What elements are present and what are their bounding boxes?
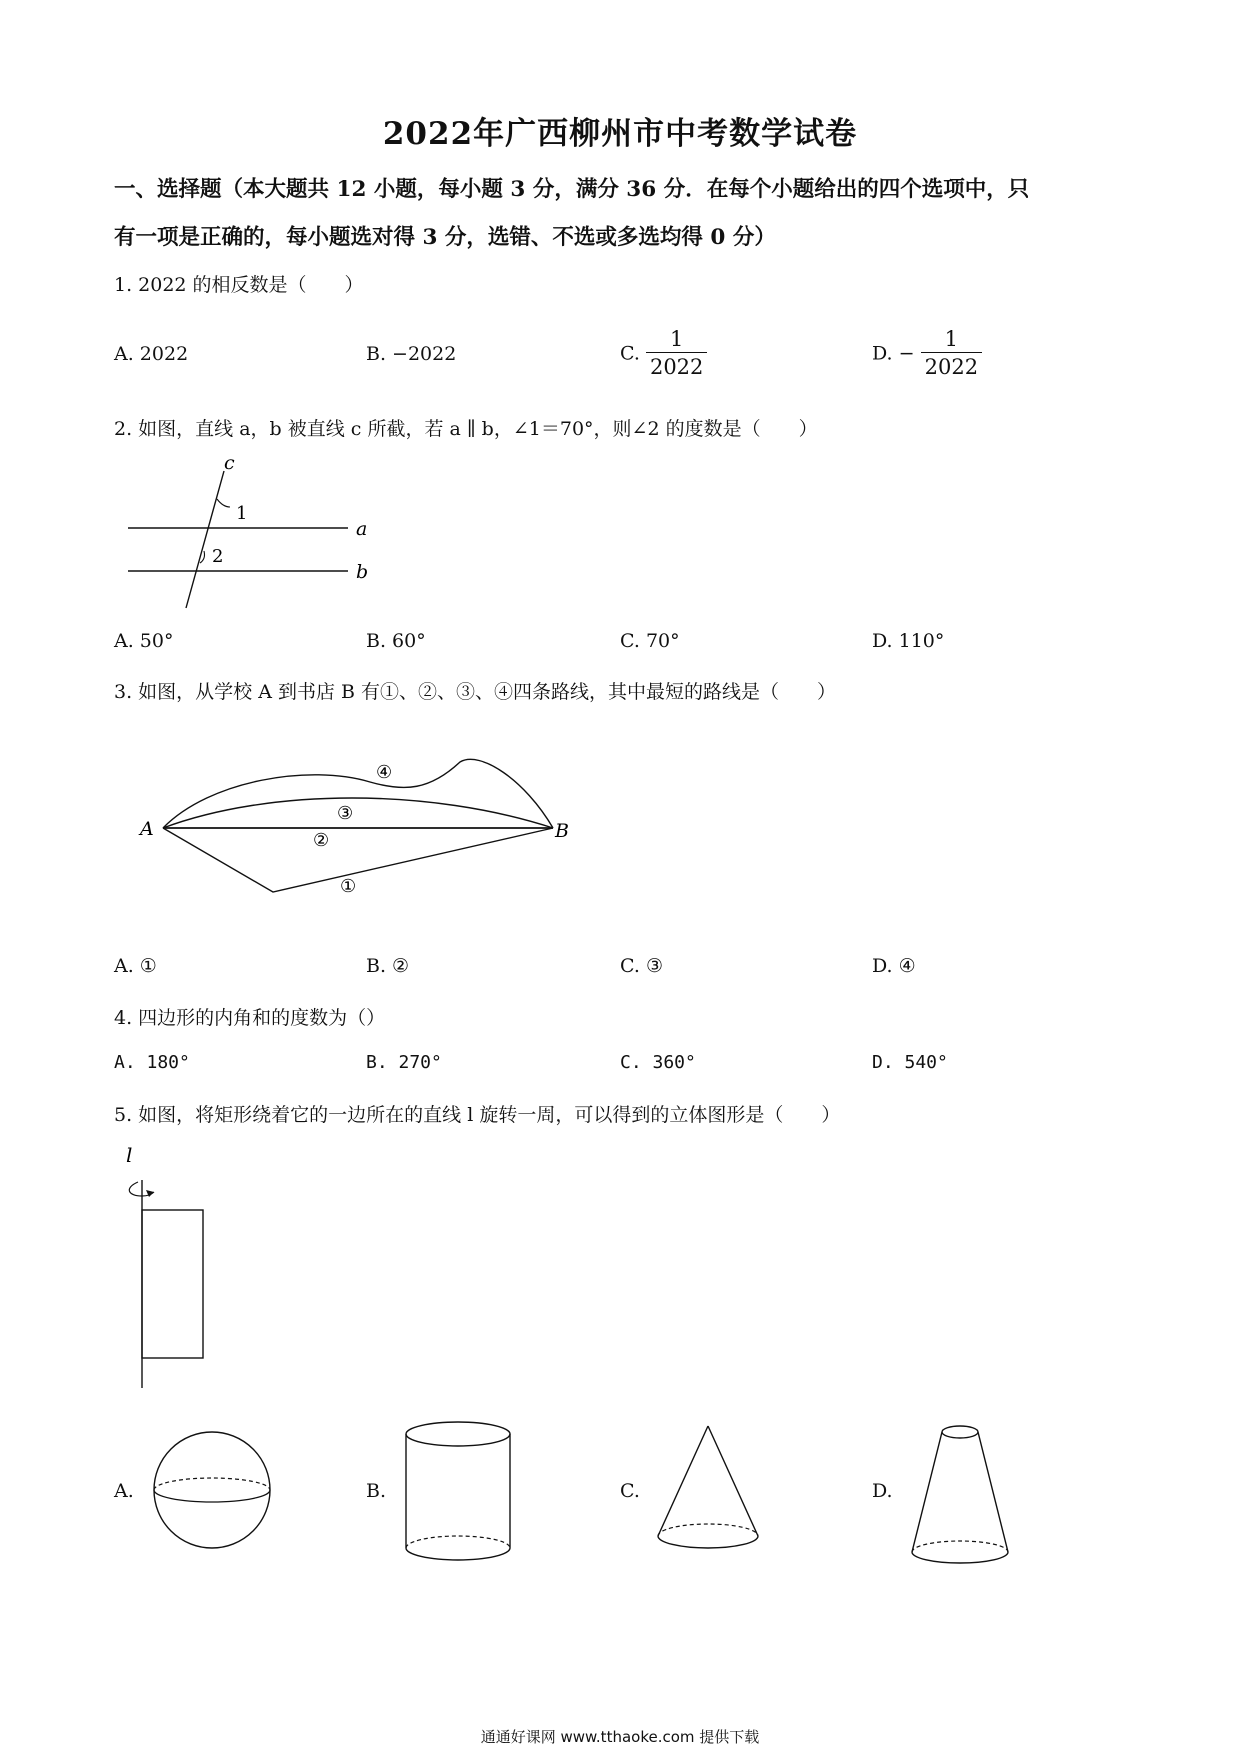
- cone-base-back: [658, 1524, 758, 1536]
- label-point-a: A: [140, 818, 154, 840]
- q1-option-c-numerator: 1: [669, 327, 684, 351]
- q1-option-c: [620, 326, 707, 381]
- q4-option-a: A. 180°: [114, 1052, 190, 1073]
- sphere-figure: [150, 1425, 280, 1555]
- route-1: [163, 828, 553, 892]
- label-c: c: [224, 452, 235, 474]
- page-title: 2022年广西柳州市中考数学试卷: [382, 116, 858, 152]
- sphere-outline: [154, 1432, 270, 1548]
- q3-stem: 3. 如图，从学校 A 到书店 B 有①、②、③、④四条路线，其中最短的路线是（ ）: [114, 681, 837, 703]
- q3-option-a: A. ①: [114, 955, 157, 977]
- route-4: [163, 759, 553, 828]
- cone-left-side: [658, 1426, 708, 1536]
- label-axis-l: l: [126, 1143, 133, 1167]
- q2-parallel-lines-figure: [120, 452, 380, 615]
- q1-option-d-denominator: 2022: [921, 352, 982, 381]
- frustum-base-back: [912, 1541, 1008, 1552]
- label-route-2: ②: [313, 830, 330, 851]
- page-footer: 通通好课网 www.tthaoke.com 提供下载: [480, 1728, 760, 1746]
- section-heading: [114, 166, 1124, 262]
- label-a: a: [356, 518, 368, 540]
- cylinder-top: [406, 1422, 510, 1446]
- q1-option-a: A. 2022: [114, 343, 189, 365]
- route-3: [163, 798, 553, 828]
- cylinder-figure: [400, 1420, 520, 1565]
- q1-option-c-label: C.: [620, 342, 640, 365]
- frustum-figure: [908, 1420, 1028, 1570]
- q3-option-d: D. ④: [872, 955, 916, 977]
- label-angle-1: 1: [236, 503, 248, 524]
- section-heading-line2: 有一项是正确的，每小题选对得 3 分，选错、不选或多选均得 0 分）: [114, 225, 776, 250]
- q2-stem: 2. 如图，直线 a，b 被直线 c 所截，若 a ∥ b，∠1＝70°，则∠2 的度数是（ ）: [114, 418, 818, 440]
- q5-option-a: A.: [114, 1480, 134, 1502]
- label-route-1: ①: [340, 876, 357, 897]
- q2-option-a: A. 50°: [114, 630, 174, 652]
- sphere-equator-back: [154, 1478, 270, 1490]
- section-heading-line1: 一、选择题（本大题共 12 小题，每小题 3 分，满分 36 分．在每个小题给出的四个选项中，只: [114, 177, 1030, 202]
- q3-option-c: C. ③: [620, 955, 663, 977]
- q1-option-d: [872, 326, 982, 381]
- frustum-base-front: [912, 1552, 1008, 1563]
- cone-base-front: [658, 1536, 758, 1548]
- q5-rectangle-rotation-figure: [118, 1140, 218, 1390]
- line-c: [186, 471, 224, 608]
- rectangle: [142, 1210, 203, 1358]
- q4-stem: 4. 四边形的内角和的度数为（）: [114, 1007, 386, 1029]
- q2-option-c: C. 70°: [620, 630, 680, 652]
- label-b: b: [356, 561, 369, 583]
- q4-option-d: D. 540°: [872, 1052, 948, 1073]
- cylinder-bottom-front: [406, 1548, 510, 1560]
- q5-stem: 5. 如图，将矩形绕着它的一边所在的直线 l 旋转一周，可以得到的立体图形是（ ）: [114, 1104, 841, 1126]
- q3-routes-figure: [130, 740, 569, 930]
- label-route-4: ④: [376, 762, 393, 783]
- frustum-right-side: [978, 1432, 1008, 1552]
- sphere-equator-front: [154, 1490, 270, 1502]
- q1-option-b: B. −2022: [366, 343, 457, 365]
- q1-option-d-fraction: [921, 326, 982, 381]
- q1-option-d-numerator: 1: [944, 327, 959, 351]
- label-route-3: ③: [337, 803, 354, 824]
- cone-right-side: [708, 1426, 758, 1536]
- q5-option-b: B.: [366, 1480, 387, 1502]
- q1-stem: 1. 2022 的相反数是（ ）: [114, 274, 364, 296]
- q1-option-c-denominator: 2022: [646, 352, 707, 381]
- q5-option-c: C.: [620, 1480, 640, 1502]
- q1-option-c-fraction: [646, 326, 707, 381]
- frustum-left-side: [912, 1432, 942, 1552]
- q1-option-d-label: D. −: [872, 342, 915, 365]
- cylinder-bottom-back: [406, 1536, 510, 1548]
- q4-option-c: C. 360°: [620, 1052, 696, 1073]
- q3-option-b: B. ②: [366, 955, 410, 977]
- q5-option-d: D.: [872, 1480, 893, 1502]
- q2-option-b: B. 60°: [366, 630, 426, 652]
- cone-figure: [650, 1420, 770, 1560]
- frustum-top: [942, 1426, 978, 1438]
- label-angle-2: 2: [212, 546, 224, 567]
- q4-option-b: B. 270°: [366, 1052, 442, 1073]
- q2-option-d: D. 110°: [872, 630, 945, 652]
- angle-1-arc: [217, 499, 230, 507]
- label-point-b: B: [555, 820, 569, 842]
